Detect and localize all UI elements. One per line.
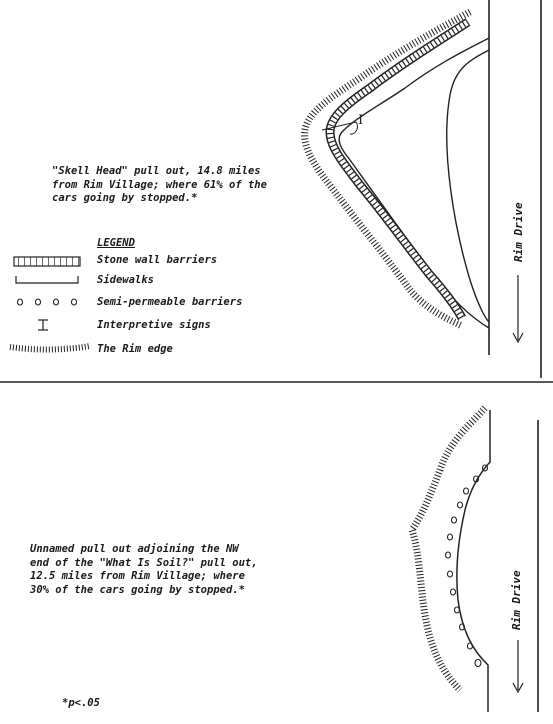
- semi-permeable-barrier-icon: [18, 299, 77, 305]
- top-caption: "Skell Head" pull out, 14.8 miles from Rim Village; where 61% of the cars going by stopped.*: [52, 165, 267, 204]
- footnote: *p<.05: [62, 697, 100, 709]
- top-rim-edge: [305, 12, 470, 326]
- legend-label-interpretive-signs: Interpretive signs: [97, 319, 211, 331]
- legend-label-sidewalks: Sidewalks: [97, 274, 154, 286]
- legend-label-semi-permeable: Semi-permeable barriers: [97, 296, 243, 308]
- interpretive-sign-icon: [38, 320, 48, 330]
- bottom-map: [412, 398, 538, 712]
- stone-wall-icon: [14, 257, 80, 266]
- bottom-semi-permeable-barriers: [446, 465, 488, 667]
- legend-icons: [10, 257, 90, 350]
- rim-edge-icon: [10, 346, 90, 350]
- bottom-road-label: Rim Drive: [510, 570, 523, 630]
- top-sign-symbol: I: [358, 113, 364, 128]
- legend-label-stone-wall: Stone wall barriers: [97, 254, 218, 266]
- top-map: [305, 0, 541, 378]
- sidewalk-icon: [16, 276, 78, 283]
- legend-label-rim-edge: The Rim edge: [97, 343, 173, 355]
- top-road-label: Rim Drive: [512, 202, 525, 262]
- bottom-caption: Unnamed pull out adjoining the NW end of the "What Is Soil?" pull out, 12.5 miles from Rim Village; where 30% of the cars going by stopped.*: [30, 543, 258, 596]
- top-island: [447, 50, 489, 322]
- legend-title: LEGEND: [97, 237, 135, 249]
- bottom-pullout-edge: [457, 410, 490, 712]
